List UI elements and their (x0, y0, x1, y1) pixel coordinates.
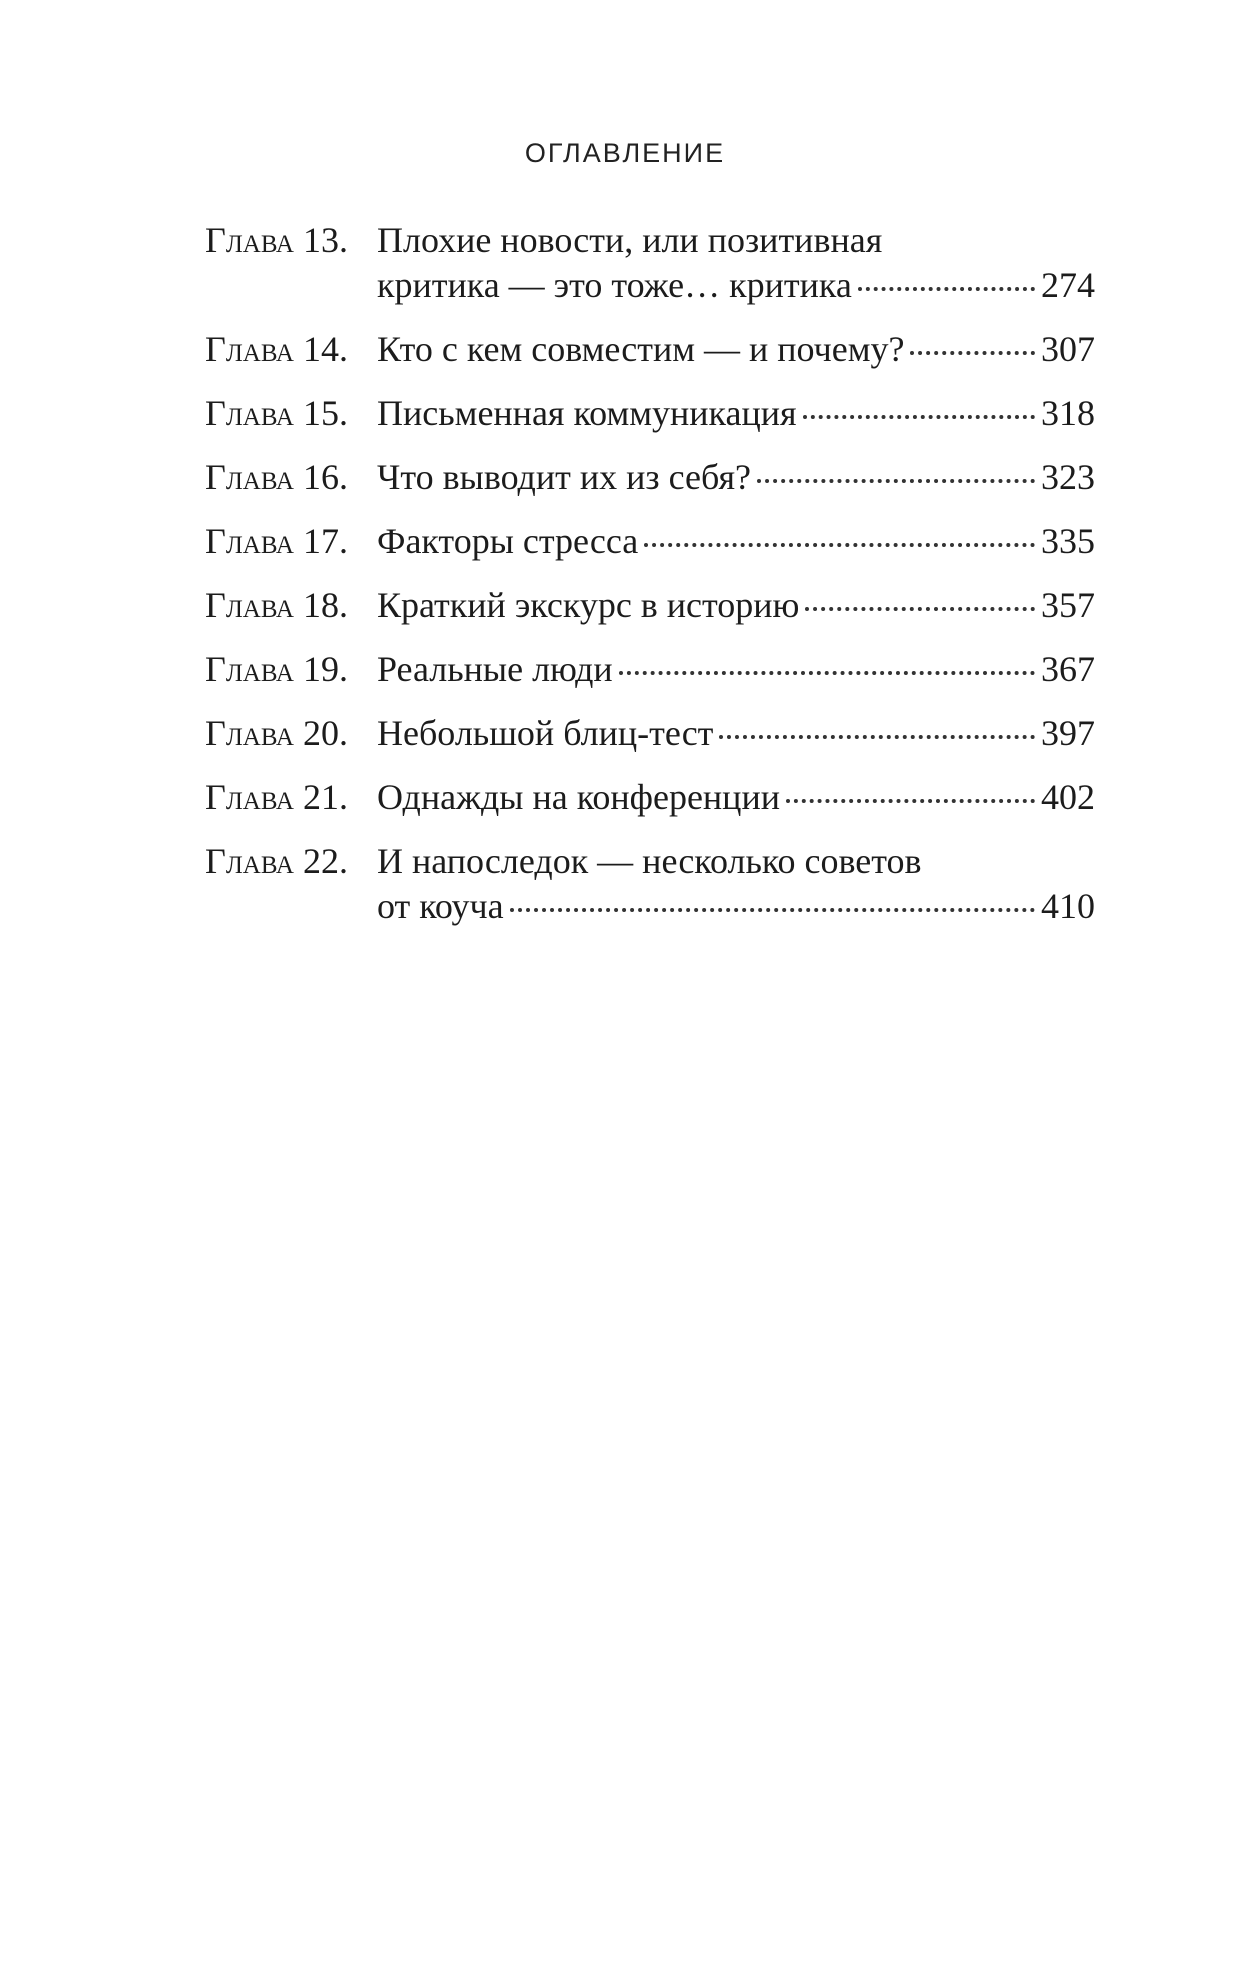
toc-entry (205, 391, 1095, 436)
chapter-body (377, 711, 1095, 756)
chapter-title-leader-line (377, 455, 1095, 500)
chapter-body (377, 775, 1095, 820)
chapter-label: Глава 18. (205, 585, 348, 625)
chapter-body (377, 455, 1095, 500)
chapter-title: от коуча (377, 886, 504, 926)
chapter-title: Небольшой блиц-тест (377, 713, 714, 753)
toc-entry (205, 839, 1095, 929)
dot-leader (644, 543, 1035, 547)
chapter-body (377, 391, 1095, 436)
chapter-title: Что выводит их из себя? (377, 457, 751, 497)
page-number: 307 (1041, 329, 1095, 369)
chapter-label: Глава 14. (205, 329, 348, 369)
toc-entry (205, 218, 1095, 308)
chapter-title: Реальные люди (377, 649, 613, 689)
chapter-title-leader-line (377, 583, 1095, 628)
chapter-label: Глава 19. (205, 649, 348, 689)
chapter-body (377, 839, 1095, 929)
chapter-title-leader-line (377, 647, 1095, 692)
chapter-title-leader-line (377, 884, 1095, 929)
page-number: 335 (1041, 521, 1095, 561)
chapter-title: Однажды на конференции (377, 777, 780, 817)
chapter-label: Глава 13. (205, 220, 348, 260)
page-number: 357 (1041, 585, 1095, 625)
chapter-title-leader-line (377, 519, 1095, 564)
chapter-title: Кто с кем совместим — и почему? (377, 329, 905, 369)
chapter-label: Глава 20. (205, 713, 348, 753)
page-number: 410 (1041, 886, 1095, 926)
dot-leader (719, 735, 1035, 739)
page-header: ОГЛАВЛЕНИЕ (524, 138, 726, 168)
toc-entry (205, 711, 1095, 756)
chapter-label: Глава 15. (205, 393, 348, 433)
chapter-body (377, 327, 1095, 372)
page-number: 323 (1041, 457, 1095, 497)
chapter-title-line: Плохие новости, или позитивная (377, 220, 883, 260)
toc-entry (205, 455, 1095, 500)
dot-leader (619, 671, 1035, 675)
page-number: 274 (1041, 265, 1095, 305)
page-number: 367 (1041, 649, 1095, 689)
chapter-title: Письменная коммуникация (377, 393, 797, 433)
chapter-body (377, 647, 1095, 692)
page-number: 397 (1041, 713, 1095, 753)
dot-leader (803, 415, 1035, 419)
chapter-label: Глава 22. (205, 841, 348, 881)
chapter-body (377, 583, 1095, 628)
toc-entry (205, 647, 1095, 692)
page-number: 402 (1041, 777, 1095, 817)
dot-leader (910, 351, 1035, 355)
chapter-title-leader-line (377, 391, 1095, 436)
page-number: 318 (1041, 393, 1095, 433)
chapter-label: Глава 17. (205, 521, 348, 561)
chapter-title-line: И напоследок — несколько советов (377, 841, 922, 881)
chapter-title: Краткий экскурс в историю (377, 585, 800, 625)
dot-leader (786, 799, 1035, 803)
dot-leader (858, 287, 1035, 291)
chapter-title: Факторы стресса (377, 521, 639, 561)
toc-entry (205, 327, 1095, 372)
toc-entry (205, 583, 1095, 628)
chapter-label: Глава 16. (205, 457, 348, 497)
dot-leader (510, 908, 1035, 912)
chapter-title-leader-line (377, 263, 1095, 308)
table-of-contents (205, 218, 1095, 948)
chapter-body (377, 218, 1095, 308)
chapter-title: критика — это тоже… критика (377, 265, 852, 305)
dot-leader (757, 479, 1035, 483)
toc-entry (205, 519, 1095, 564)
chapter-title-leader-line (377, 711, 1095, 756)
chapter-title-leader-line (377, 327, 1095, 372)
toc-entry (205, 775, 1095, 820)
chapter-label: Глава 21. (205, 777, 348, 817)
chapter-body (377, 519, 1095, 564)
dot-leader (805, 607, 1035, 611)
chapter-title-leader-line (377, 775, 1095, 820)
